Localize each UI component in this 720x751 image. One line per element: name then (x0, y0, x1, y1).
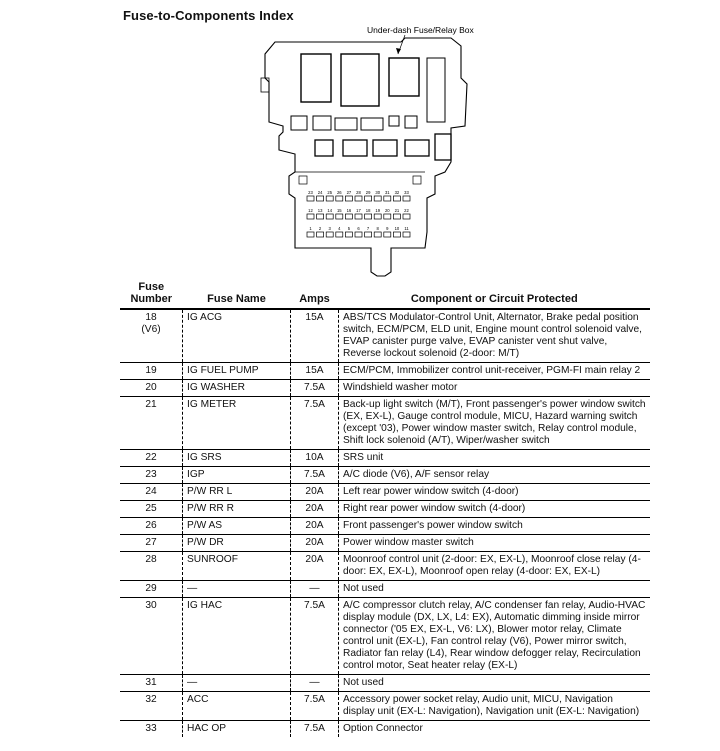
fuse-slot (403, 232, 410, 237)
fuse-box-diagram (255, 22, 495, 280)
relay-large-2 (341, 54, 379, 106)
panel-slot-right (413, 176, 421, 184)
relay-large-1 (301, 54, 331, 102)
relay-row-5 (435, 134, 451, 160)
component-cell: Not used (339, 581, 651, 598)
fuse-number-cell: 25 (120, 501, 183, 518)
amps-cell: 7.5A (291, 380, 339, 397)
fuse-name-cell: IG HAC (183, 598, 291, 675)
table-row (120, 692, 650, 721)
table-row (120, 598, 650, 675)
fuse-slot (374, 196, 381, 201)
component-cell: Moonroof control unit (2-door: EX, EX-L), Moonroof close relay (4-door: EX, EX-L), Moonroof open relay (4-door: EX, EX-L) (339, 552, 651, 581)
fuse-slot (345, 214, 352, 219)
fuse-position-label: 18 (365, 208, 371, 213)
amps-cell: 7.5A (291, 467, 339, 484)
fuse-slot (336, 232, 343, 237)
component-cell: Back-up light switch (M/T), Front passenger's power window switch (EX, EX-L), Gauge control module, MICU, Hazard warning switch (except '03), Power window master switch, Relay control module, Shift lock solenoid (A/T), Wiper/washer switch (339, 397, 651, 450)
fuse-number-cell: 19 (120, 363, 183, 380)
fuse-number-cell: 28 (120, 552, 183, 581)
fuse-position-label: 13 (317, 208, 323, 213)
amps-cell: 20A (291, 535, 339, 552)
component-cell: Right rear power window switch (4-door) (339, 501, 651, 518)
fuse-slot (317, 196, 324, 201)
relay-row-2 (343, 140, 367, 156)
fuse-position-label: 5 (347, 226, 351, 231)
block-a (291, 116, 307, 130)
fuse-number-cell: 24 (120, 484, 183, 501)
fuse-number-cell: 20 (120, 380, 183, 397)
fuse-position-label: 4 (338, 226, 341, 231)
fuse-slot (374, 232, 381, 237)
component-cell: Option Connector (339, 721, 651, 738)
fuse-slot (345, 196, 352, 201)
fuse-name-cell: — (183, 675, 291, 692)
fuse-slot (393, 232, 400, 237)
fuse-name-cell: HAC OP (183, 721, 291, 738)
fuse-position-label: 11 (404, 226, 409, 231)
fuse-name-cell: P/W DR (183, 535, 291, 552)
fuse-slot (365, 214, 372, 219)
fuse-number-cell: 33 (145, 723, 157, 734)
table-header-row (120, 281, 650, 309)
amps-cell: 20A (291, 552, 339, 581)
fuse-slot (336, 196, 343, 201)
fuse-position-label: 19 (375, 208, 381, 213)
fuse-position-label: 31 (384, 190, 390, 195)
table-row (120, 484, 650, 501)
fuse-slot (403, 196, 410, 201)
fuse-position-label: 16 (346, 208, 352, 213)
amps-cell: — (291, 675, 339, 692)
amps-cell: — (291, 581, 339, 598)
fuse-slot (355, 214, 362, 219)
fuse-name-cell: IG FUEL PUMP (183, 363, 291, 380)
fuse-slot (307, 196, 314, 201)
fuse-position-label: 25 (327, 190, 333, 195)
amps-cell: 7.5A (291, 397, 339, 450)
fuse-slot (365, 232, 372, 237)
fuse-position-label: 29 (365, 190, 371, 195)
fuse-slot (393, 214, 400, 219)
fuse-position-label: 2 (318, 226, 322, 231)
fuse-position-label: 7 (366, 226, 370, 231)
table-row (120, 581, 650, 598)
fuse-slot (326, 196, 333, 201)
relay-row-3 (373, 140, 397, 156)
fuse-number-cell: 21 (120, 397, 183, 450)
fuse-table (120, 281, 650, 737)
fuse-position-label: 20 (384, 208, 390, 213)
amps-cell: 20A (291, 518, 339, 535)
fuse-note: (V6) (141, 324, 161, 335)
fuse-slot (307, 214, 314, 219)
block-d (361, 118, 383, 130)
fuse-number-cell: 18 (V6) (120, 309, 183, 363)
fuse-number-cell: 31 (120, 675, 183, 692)
header-amps: Amps (291, 281, 339, 309)
fuse-position-label: 24 (317, 190, 323, 195)
amps-cell: 20A (291, 501, 339, 518)
block-e (389, 116, 399, 126)
fuse-grid (307, 190, 410, 237)
block-b (313, 116, 331, 130)
amps-cell: 15A (291, 309, 339, 363)
fuse-slot (384, 232, 391, 237)
component-cell: Power window master switch (339, 535, 651, 552)
fuse-box-label: Under-dash Fuse/Relay Box (367, 25, 474, 35)
fuse-name-cell: P/W AS (183, 518, 291, 535)
panel-slot-left (299, 176, 307, 184)
fuse-number-cell: 27 (120, 535, 183, 552)
fuse-slot (403, 214, 410, 219)
relay-row-1 (315, 140, 333, 156)
fuse-position-label: 27 (346, 190, 352, 195)
fuse-number-cell: 23 (120, 467, 183, 484)
fuse-position-label: 30 (375, 190, 381, 195)
fuse-position-label: 15 (336, 208, 342, 213)
fuse-position-label: 3 (328, 226, 331, 231)
fuse-position-label: 9 (386, 226, 389, 231)
table-row (120, 535, 650, 552)
component-cell: Front passenger's power window switch (339, 518, 651, 535)
fuse-slot (393, 196, 400, 201)
component-cell: Windshield washer motor (339, 380, 651, 397)
fuse-position-label: 10 (394, 226, 400, 231)
fuse-slot (326, 232, 333, 237)
fuse-slot (355, 196, 362, 201)
component-cell: SRS unit (339, 450, 651, 467)
fuse-slot (307, 232, 314, 237)
header-fuse-number: Fuse Number (120, 281, 183, 309)
fuse-slot (317, 214, 324, 219)
fuse-name-cell: IG ACG (183, 309, 291, 363)
relay-tall-right (427, 58, 445, 122)
amps-cell: 10A (291, 450, 339, 467)
page-title: Fuse-to-Components Index (123, 8, 294, 23)
fuse-number-cell: 32 (120, 692, 183, 721)
fuse-position-label: 12 (308, 208, 313, 213)
amps-cell: 20A (291, 484, 339, 501)
fuse-slot (326, 214, 333, 219)
fuse-name-cell: IG WASHER (183, 380, 291, 397)
table-row (120, 467, 650, 484)
table-row (120, 450, 650, 467)
component-cell: Left rear power window switch (4-door) (339, 484, 651, 501)
fuse-position-label: 32 (394, 190, 400, 195)
fuse-name-cell: IG SRS (183, 450, 291, 467)
fuse-name-cell: — (183, 581, 291, 598)
amps-cell: 7.5A (291, 692, 339, 721)
component-cell: ECM/PCM, Immobilizer control unit-receiver, PGM-FI main relay 2 (339, 363, 651, 380)
fuse-slot (345, 232, 352, 237)
table-row (120, 518, 650, 535)
leader-arrow (396, 48, 401, 54)
amps-cell: 7.5A (291, 598, 339, 675)
fuse-position-label: 33 (404, 190, 409, 195)
block-c (335, 118, 357, 130)
fuse-name-cell: ACC (183, 692, 291, 721)
fuse-number-cell: 29 (120, 581, 183, 598)
table-row (120, 397, 650, 450)
fuse-number-cell: 30 (120, 598, 183, 675)
fuse-position-label: 22 (404, 208, 409, 213)
table-row (120, 721, 650, 738)
component-cell: ABS/TCS Modulator-Control Unit, Alternator, Brake pedal position switch, ECM/PCM, ELD unit, Engine mount control solenoid valve, EVAP canister purge valve, EVAP canister vent shut valve, Reverse lockout solenoid (2-door: M/T) (339, 309, 651, 363)
block-f (405, 116, 417, 128)
table-row (120, 380, 650, 397)
component-cell: Accessory power socket relay, Audio unit, MICU, Navigation display unit (EX-L: Navigation), Navigation unit (EX-L: Navigation) (339, 692, 651, 721)
fuse-name-cell: SUNROOF (183, 552, 291, 581)
relay-small-top (389, 58, 419, 96)
fuse-slot (384, 196, 391, 201)
fuse-position-label: 14 (327, 208, 333, 213)
table-row (120, 363, 650, 380)
fuse-position-label: 26 (336, 190, 342, 195)
header-fuse-name: Fuse Name (183, 281, 291, 309)
fuse-name-cell: IG METER (183, 397, 291, 450)
fuse-position-label: 28 (356, 190, 361, 195)
fuse-slot (365, 196, 372, 201)
component-cell: A/C diode (V6), A/F sensor relay (339, 467, 651, 484)
fuse-box-outline (265, 38, 467, 276)
fuse-name-cell: P/W RR R (183, 501, 291, 518)
component-cell: Not used (339, 675, 651, 692)
amps-cell: 7.5A (291, 721, 339, 738)
table-row (120, 309, 650, 363)
fuse-position-label: 6 (357, 226, 360, 231)
table-row (120, 675, 650, 692)
fuse-position-label: 21 (394, 208, 400, 213)
amps-cell: 15A (291, 363, 339, 380)
table-row (120, 552, 650, 581)
table-row (120, 501, 650, 518)
fuse-slot (374, 214, 381, 219)
fuse-slot (336, 214, 343, 219)
fuse-position-label: 17 (356, 208, 361, 213)
fuse-position-label: 8 (376, 226, 379, 231)
fuse-number-cell: 26 (120, 518, 183, 535)
fuse-name-cell: P/W RR L (183, 484, 291, 501)
fuse-slot (317, 232, 324, 237)
header-component: Component or Circuit Protected (339, 281, 651, 309)
fuse-slot (355, 232, 362, 237)
component-cell: A/C compressor clutch relay, A/C condenser fan relay, Audio-HVAC display module (DX, LX, L4: EX), Automatic dimming inside mirror connector ('05 EX, EX-L, V6: LX), Blower motor relay, Climate control unit (EX-L), Fan control relay (V6), Power mirror switch, Radiator fan relay (L4), Rear window defogger relay, Recirculation control motor, Seat heater relay (EX-L) (339, 598, 651, 675)
fuse-position-label: 23 (308, 190, 313, 195)
fuse-position-label: 1 (309, 226, 312, 231)
fuse-slot (384, 214, 391, 219)
fuse-name-cell: IGP (183, 467, 291, 484)
relay-row-4 (405, 140, 429, 156)
fuse-number-cell: 22 (120, 450, 183, 467)
